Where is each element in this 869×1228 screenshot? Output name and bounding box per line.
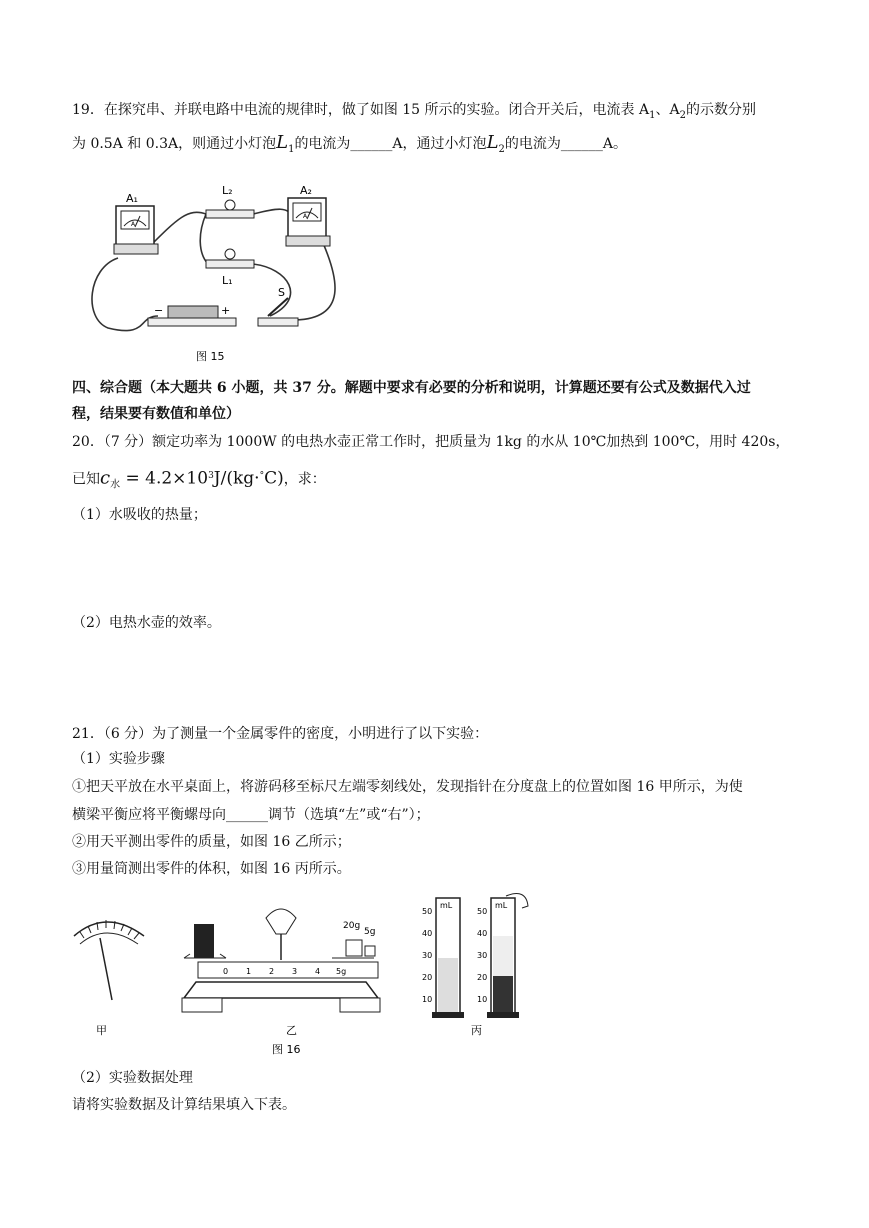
figure-15-circuit bbox=[88, 178, 358, 368]
svg-text:S: S bbox=[278, 286, 285, 299]
q21-step-title: （1）实验步骤 bbox=[72, 751, 165, 767]
lamp-l1-icon bbox=[206, 249, 254, 287]
q21-step1a: ①把天平放在水平桌面上，将游码移至标尺左端零刻线处，发现指针在分度盘上的位置如图 16 甲所示，为使 bbox=[72, 779, 743, 795]
svg-text:30: 30 bbox=[477, 951, 488, 960]
q19-line1: 19．在探究串、并联电路中电流的规律时，做了如图 15 所示的实验。闭合开关后，电流表 $A_1$、$A_2$的示数分别 bbox=[72, 102, 756, 121]
svg-text:L₂: L₂ bbox=[222, 184, 233, 197]
svg-text:10: 10 bbox=[422, 995, 433, 1004]
svg-text:50: 50 bbox=[477, 907, 488, 916]
svg-text:+: + bbox=[221, 304, 231, 317]
svg-text:丙: 丙 bbox=[471, 1024, 482, 1037]
q20-part1: （1）水吸收的热量； bbox=[72, 507, 207, 523]
svg-text:40: 40 bbox=[422, 929, 433, 938]
svg-text:2: 2 bbox=[269, 967, 275, 976]
figure-15-caption: 图 15 bbox=[196, 350, 225, 363]
q21-line1: 21．（6 分）为了测量一个金属零件的密度，小明进行了以下实验： bbox=[72, 726, 489, 742]
svg-text:A₁: A₁ bbox=[126, 192, 138, 205]
svg-text:乙: 乙 bbox=[286, 1024, 297, 1037]
svg-text:20: 20 bbox=[422, 973, 433, 982]
q20-part2: （2）电热水壶的效率。 bbox=[72, 615, 221, 631]
q21-step1b: 横梁平衡应将平衡螺母向______调节（选填“左”或“右”）； bbox=[72, 807, 430, 823]
svg-text:0: 0 bbox=[223, 967, 229, 976]
section-4-line1: 四、综合题（本大题共 6 小题，共 37 分。解题中要求有必要的分析和说明，计算题还要有公式及数据代入过 bbox=[72, 380, 751, 396]
switch-icon bbox=[258, 286, 298, 326]
section-4-line2: 程，结果要有数值和单位） bbox=[72, 406, 240, 422]
svg-text:30: 30 bbox=[422, 951, 433, 960]
battery-icon bbox=[148, 304, 236, 326]
balance-yi-icon bbox=[182, 909, 380, 1037]
svg-text:L₁: L₁ bbox=[222, 274, 233, 287]
svg-text:20g: 20g bbox=[343, 921, 361, 931]
svg-text:3: 3 bbox=[292, 967, 298, 976]
svg-text:mL: mL bbox=[495, 901, 508, 910]
q21-step3: ③用量筒测出零件的体积，如图 16 丙所示。 bbox=[72, 861, 351, 877]
q19-line2: 为 0.5A 和 0.3A，则通过小灯泡$L_1$的电流为______A，通过小灯泡$L_2$的电流为______A。 bbox=[72, 132, 628, 155]
figure-16 bbox=[66, 888, 546, 1060]
q21-fill-instruction: 请将实验数据及计算结果填入下表。 bbox=[72, 1097, 296, 1113]
svg-text:40: 40 bbox=[477, 929, 488, 938]
svg-text:50: 50 bbox=[422, 907, 433, 916]
ammeter-a1-icon bbox=[114, 192, 158, 254]
cylinders-bing-icon bbox=[422, 894, 528, 1037]
svg-text:A: A bbox=[303, 213, 308, 220]
q20-line1: 20．（7 分）额定功率为 1000W 的电热水壶正常工作时，把质量为 1kg 的水从 10℃加热到 100℃，用时 420s， bbox=[72, 434, 790, 450]
svg-text:甲: 甲 bbox=[96, 1024, 107, 1037]
svg-text:4: 4 bbox=[315, 967, 321, 976]
figure-16-caption: 图 16 bbox=[272, 1043, 301, 1056]
svg-text:5g: 5g bbox=[364, 927, 376, 937]
svg-text:A: A bbox=[131, 221, 136, 228]
svg-text:10: 10 bbox=[477, 995, 488, 1004]
q20-known: 已知$c_水 = 4.2\times 10^3J/(kg\cdot^\circ C)$，求： bbox=[72, 467, 326, 491]
svg-text:A₂: A₂ bbox=[300, 184, 312, 197]
svg-text:1: 1 bbox=[246, 967, 252, 976]
ammeter-a2-icon bbox=[286, 184, 330, 246]
svg-text:mL: mL bbox=[440, 901, 453, 910]
lamp-l2-icon bbox=[206, 184, 254, 218]
svg-text:20: 20 bbox=[477, 973, 488, 982]
q21-step2: ②用天平测出零件的质量，如图 16 乙所示； bbox=[72, 834, 351, 850]
svg-text:−: − bbox=[154, 304, 164, 317]
dial-jia-icon bbox=[74, 920, 144, 1037]
q21-process-title: （2）实验数据处理 bbox=[72, 1070, 193, 1086]
svg-text:5g: 5g bbox=[336, 967, 347, 976]
